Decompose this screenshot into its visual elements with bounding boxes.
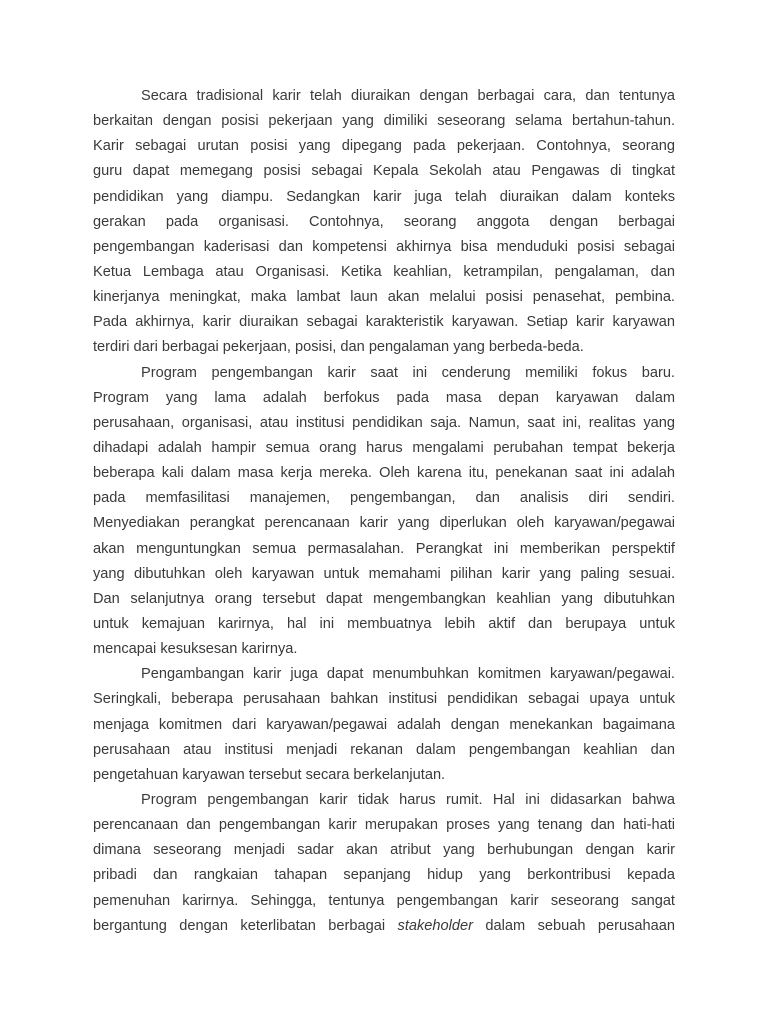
text-line-final: [93, 914, 675, 939]
text-line: Karir sebagai urutan posisi yang dipegang pada pekerjaan. Contohnya, seorang: [93, 138, 675, 155]
text-line: Program pengembangan karir saat ini cenderung memiliki fokus baru.: [141, 364, 675, 381]
text-line: perusahaan, organisasi, atau institusi pendidikan saja. Namun, saat ini, realitas yang: [93, 414, 675, 431]
text-line: kinerjanya meningkat, maka lambat laun akan melalui posisi penasehat, pembina.: [93, 289, 675, 306]
text-line: Program pengembangan karir tidak harus rumit. Hal ini didasarkan bahwa: [141, 791, 675, 808]
text-line: mencapai kesuksesan karirnya.: [93, 641, 298, 658]
text-line: Program yang lama adalah berfokus pada masa depan karyawan dalam: [93, 389, 675, 406]
text-line: yang dibutuhkan oleh karyawan untuk memahami pilihan karir yang paling sesuai.: [93, 565, 675, 582]
text-line: berkaitan dengan posisi pekerjaan yang dimiliki seseorang selama bertahun-tahun.: [93, 113, 675, 130]
text-line: pada memfasilitasi manajemen, pengembangan, dan analisis diri sendiri.: [93, 490, 675, 507]
text-line: perencanaan dan pengembangan karir merupakan proses yang tenang dan hati-hati: [93, 817, 675, 834]
text-line: beberapa kali dalam masa kerja mereka. Oleh karena itu, penekanan saat ini adalah: [93, 465, 675, 482]
text-line: pemenuhan karirnya. Sehingga, tentunya pengembangan karir seseorang sangat: [93, 892, 675, 909]
italic-term: stakeholder: [397, 917, 473, 934]
text-line: pengembangan kaderisasi dan kompetensi akhirnya bisa menduduki posisi sebagai: [93, 238, 675, 255]
text-line: Seringkali, beberapa perusahaan bahkan institusi pendidikan sebagai upaya untuk: [93, 691, 675, 708]
text-line: Menyediakan perangkat perencanaan karir yang diperlukan oleh karyawan/pegawai: [93, 515, 675, 532]
text-segment: bergantung dengan keterlibatan berbagai: [93, 917, 398, 934]
text-line: menjaga komitmen dari karyawan/pegawai adalah dengan menekankan bagaimana: [93, 716, 675, 733]
body-text: [93, 84, 675, 939]
text-line: Secara tradisional karir telah diuraikan dengan berbagai cara, dan tentunya: [141, 88, 675, 104]
text-line: pendidikan yang diampu. Sedangkan karir juga telah diuraikan dalam konteks: [93, 188, 675, 205]
text-line: perusahaan atau institusi menjadi rekanan dalam pengembangan keahlian dan: [93, 741, 675, 758]
text-line: Ketua Lembaga atau Organisasi. Ketika keahlian, ketrampilan, pengalaman, dan: [93, 263, 675, 280]
text-line: untuk kemajuan karirnya, hal ini membuatnya lebih aktif dan berupaya untuk: [93, 615, 675, 632]
text-line: terdiri dari berbagai pekerjaan, posisi, dan pengalaman yang berbeda-beda.: [93, 339, 584, 356]
text-line: guru dapat memegang posisi sebagai Kepala Sekolah atau Pengawas di tingkat: [93, 163, 675, 180]
text-line: Dan selanjutnya orang tersebut dapat mengembangkan keahlian yang dibutuhkan: [93, 590, 675, 607]
text-line: gerakan pada organisasi. Contohnya, seorang anggota dengan berbagai: [93, 213, 675, 230]
text-line: pribadi dan rangkaian tahapan sepanjang hidup yang berkontribusi kepada: [93, 867, 675, 884]
text-segment: dalam sebuah perusahaan: [472, 917, 675, 934]
text-line: Pengambangan karir juga dapat menumbuhkan komitmen karyawan/pegawai.: [141, 666, 675, 683]
text-line: Pada akhirnya, karir diuraikan sebagai karakteristik karyawan. Setiap karir karyawan: [93, 314, 675, 331]
text-line: dimana seseorang menjadi sadar akan atribut yang berhubungan dengan karir: [93, 842, 675, 859]
text-line: dihadapi adalah hampir semua orang harus mengalami perubahan tempat bekerja: [93, 439, 675, 456]
text-line: akan menguntungkan semua permasalahan. Perangkat ini memberikan perspektif: [93, 540, 675, 557]
text-line: pengetahuan karyawan tersebut secara berkelanjutan.: [93, 766, 446, 783]
